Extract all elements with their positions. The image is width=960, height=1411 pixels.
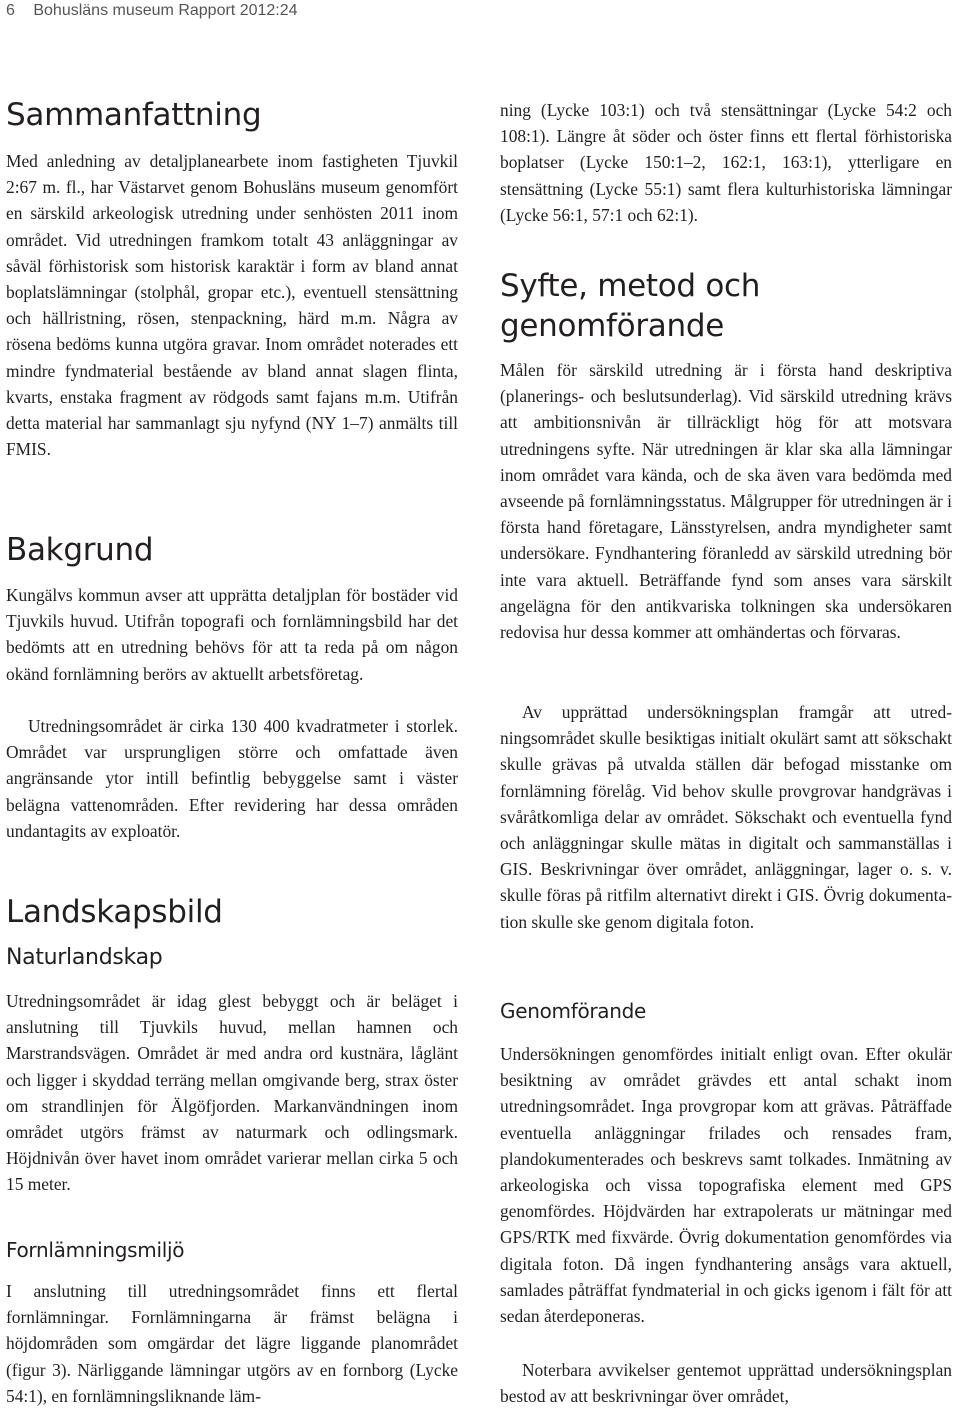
- heading-sammanfattning: Sammanfattning: [6, 97, 262, 133]
- paragraph-continuation: ning (Lycke 103:1) och två stensättningar (Lycke 54:2 och 108:1). Längre åt söder och öster finns ett flertal förhistoriska boplatser (Lycke 150:1–2, 162:1, 163:1), ytterligare en stensättning (Lycke 55:1) samt flera kulturhistoriska lämningar (Lycke 56:1, 57:1 och 62:1).: [500, 100, 952, 225]
- running-title: Bohusläns museum Rapport 2012:24: [33, 2, 298, 19]
- paragraph-fornlamningsmiljo: I anslutning till utredningsområdet finns ett flertal fornlämningar. Fornlämningarna är främst belägna i höjdområden som omgärdar det lägre liggande planområdet (figur 3). Närliggande lämningar utgörs av en fornborg (Lycke 54:1), en fornlämningsliknande läm-: [6, 1281, 458, 1406]
- subheading-naturlandskap: Naturlandskap: [6, 945, 163, 970]
- heading-bakgrund: Bakgrund: [6, 532, 154, 568]
- paragraph-naturlandskap: Utredningsområdet är idag glest bebyggt och är beläget i anslutning till Tjuvkils huvud, mellan hamnen och Marstrandsvägen. Området är med andra ord kustnära, låglänt och ligger i skyddad terräng mellan omgivande berg, strax öster om strandlinjen för Älgöfjorden. Markanvändningen inom området utgörs främst av naturmark och odlingsmark. Höjdnivån över havet inom området varierar mellan cirka 5 och 15 meter.: [6, 991, 458, 1195]
- paragraph-syfte-1: Målen för särskild utredning är i första hand deskriptiva (planerings- och beslutsunderlag). Vid särskild utredning krävs att ambitionsnivån är tillräckligt hög för att motsvara utredningens syfte. När utredningen är klar ska alla lämningar inom området vara kända, och de ska även vara bedömda med avseende på fornlämningsstatus. Målgrupper för utredningen är i första hand företagare, Länsstyrelsen, andra myndigheter samt undersökare. Fyndhantering föranledd av särskild utredning bör inte vara aktuell. Beträffande fynd som anses vara särskilt angelägna för den antikvariska tolkningen ska undersökaren redovisa hur dessa kommer att omhändertas och förvaras.: [500, 360, 952, 643]
- subheading-genomforande: Genomförande: [500, 999, 647, 1023]
- paragraph-syfte-2: Av upprättad undersökningsplan framgår att utredningsområdet skulle besiktigas initialt okulärt samt att sökschakt skulle grävas på utvalda ställen där befogad misstanke om fornlämning förelåg. Vid behov skulle provgrovar handgrävas i svåråtkomliga delar av området. Sökschakt och eventuella fynd och anläggningar skulle mätas in digitalt och sammanställas i GIS. Beskrivningar över området, anläggningar, lager o. s. v. skulle föras på ritfilm alternativt direkt i GIS. Övrig dokumentation skulle ske genom digitala foton.: [500, 702, 952, 932]
- heading-syfte-metod: Syfte, metod och genomförande: [500, 268, 761, 344]
- page-number: 6: [6, 2, 15, 19]
- paragraph-genomforande-1: Undersökningen genomfördes initialt enligt ovan. Efter okulär besiktning av området grävdes ett antal schakt inom utredningsområdet. Inga provgropar kom att grävas. Påträffade eventuella anläggningar frilades och rensades fram, plandokumenterades och beskrevs samt tolkades. Inmätning av arkeologiska och vissa topografiska element med GPS genomfördes. Höjdvärden har extrapolerats ur mätningar med GPS/RTK med fixvärde. Övrig dokumentation genomfördes via digitala foton. Då ingen fyndhantering ansågs vara aktuell, samlades påträffat fyndmaterial in och gicks igenom i fält för att sedan återdeponeras.: [500, 1044, 952, 1327]
- paragraph-bakgrund-2: Utredningsområdet är cirka 130 400 kvadratmeter i storlek. Området var ursprungligen större och omfattade även angränsande ytor intill befintlig bebyggelse samt i väster belägna vattenområden. Efter revidering har dessa områden undantagits av exploatör.: [6, 716, 458, 841]
- subheading-fornlamningsmiljo: Fornlämningsmiljö: [6, 1238, 185, 1262]
- heading-landskapsbild: Landskapsbild: [6, 894, 223, 930]
- running-header: [6, 2, 298, 20]
- paragraph-genomforande-2: Noterbara avvikelser gentemot upprättad undersökningsplan bestod av att beskrivningar över området,: [500, 1360, 952, 1407]
- paragraph-sammanfattning: Med anledning av detaljplanearbete inom fastigheten Tjuvkil 2:67 m. fl., har Västarvet genom Bohusläns museum genomfört en särskild arkeologisk utredning under senhösten 2011 inom området. Vid utredningen framkom totalt 43 anläggningar av såväl förhistorisk som historisk karaktär i form av bland annat boplatslämningar (stolphål, gropar etc.), eventuell stensättning och hällristning, rösen, stenpackning, härd m.m. Några av rösena bedöms kunna utgöra gravar. Inom området noterades ett mindre fyndmaterial bestående av bland annat slagen flinta, kvarts, enstaka fragment av rödgods samt fajans m.m. Utifrån detta material har sammanlagt sju nyfynd (NY 1–7) anmälts till FMIS.: [6, 151, 458, 460]
- paragraph-bakgrund-1: Kungälvs kommun avser att upprätta detaljplan för bostäder vid Tjuvkils huvud. Utifrån topografi och fornlämningsbild har det bedömts att en utredning behövs för att ta reda på om någon okänd fornlämning berörs av aktuellt arbetsföretag.: [6, 585, 458, 684]
